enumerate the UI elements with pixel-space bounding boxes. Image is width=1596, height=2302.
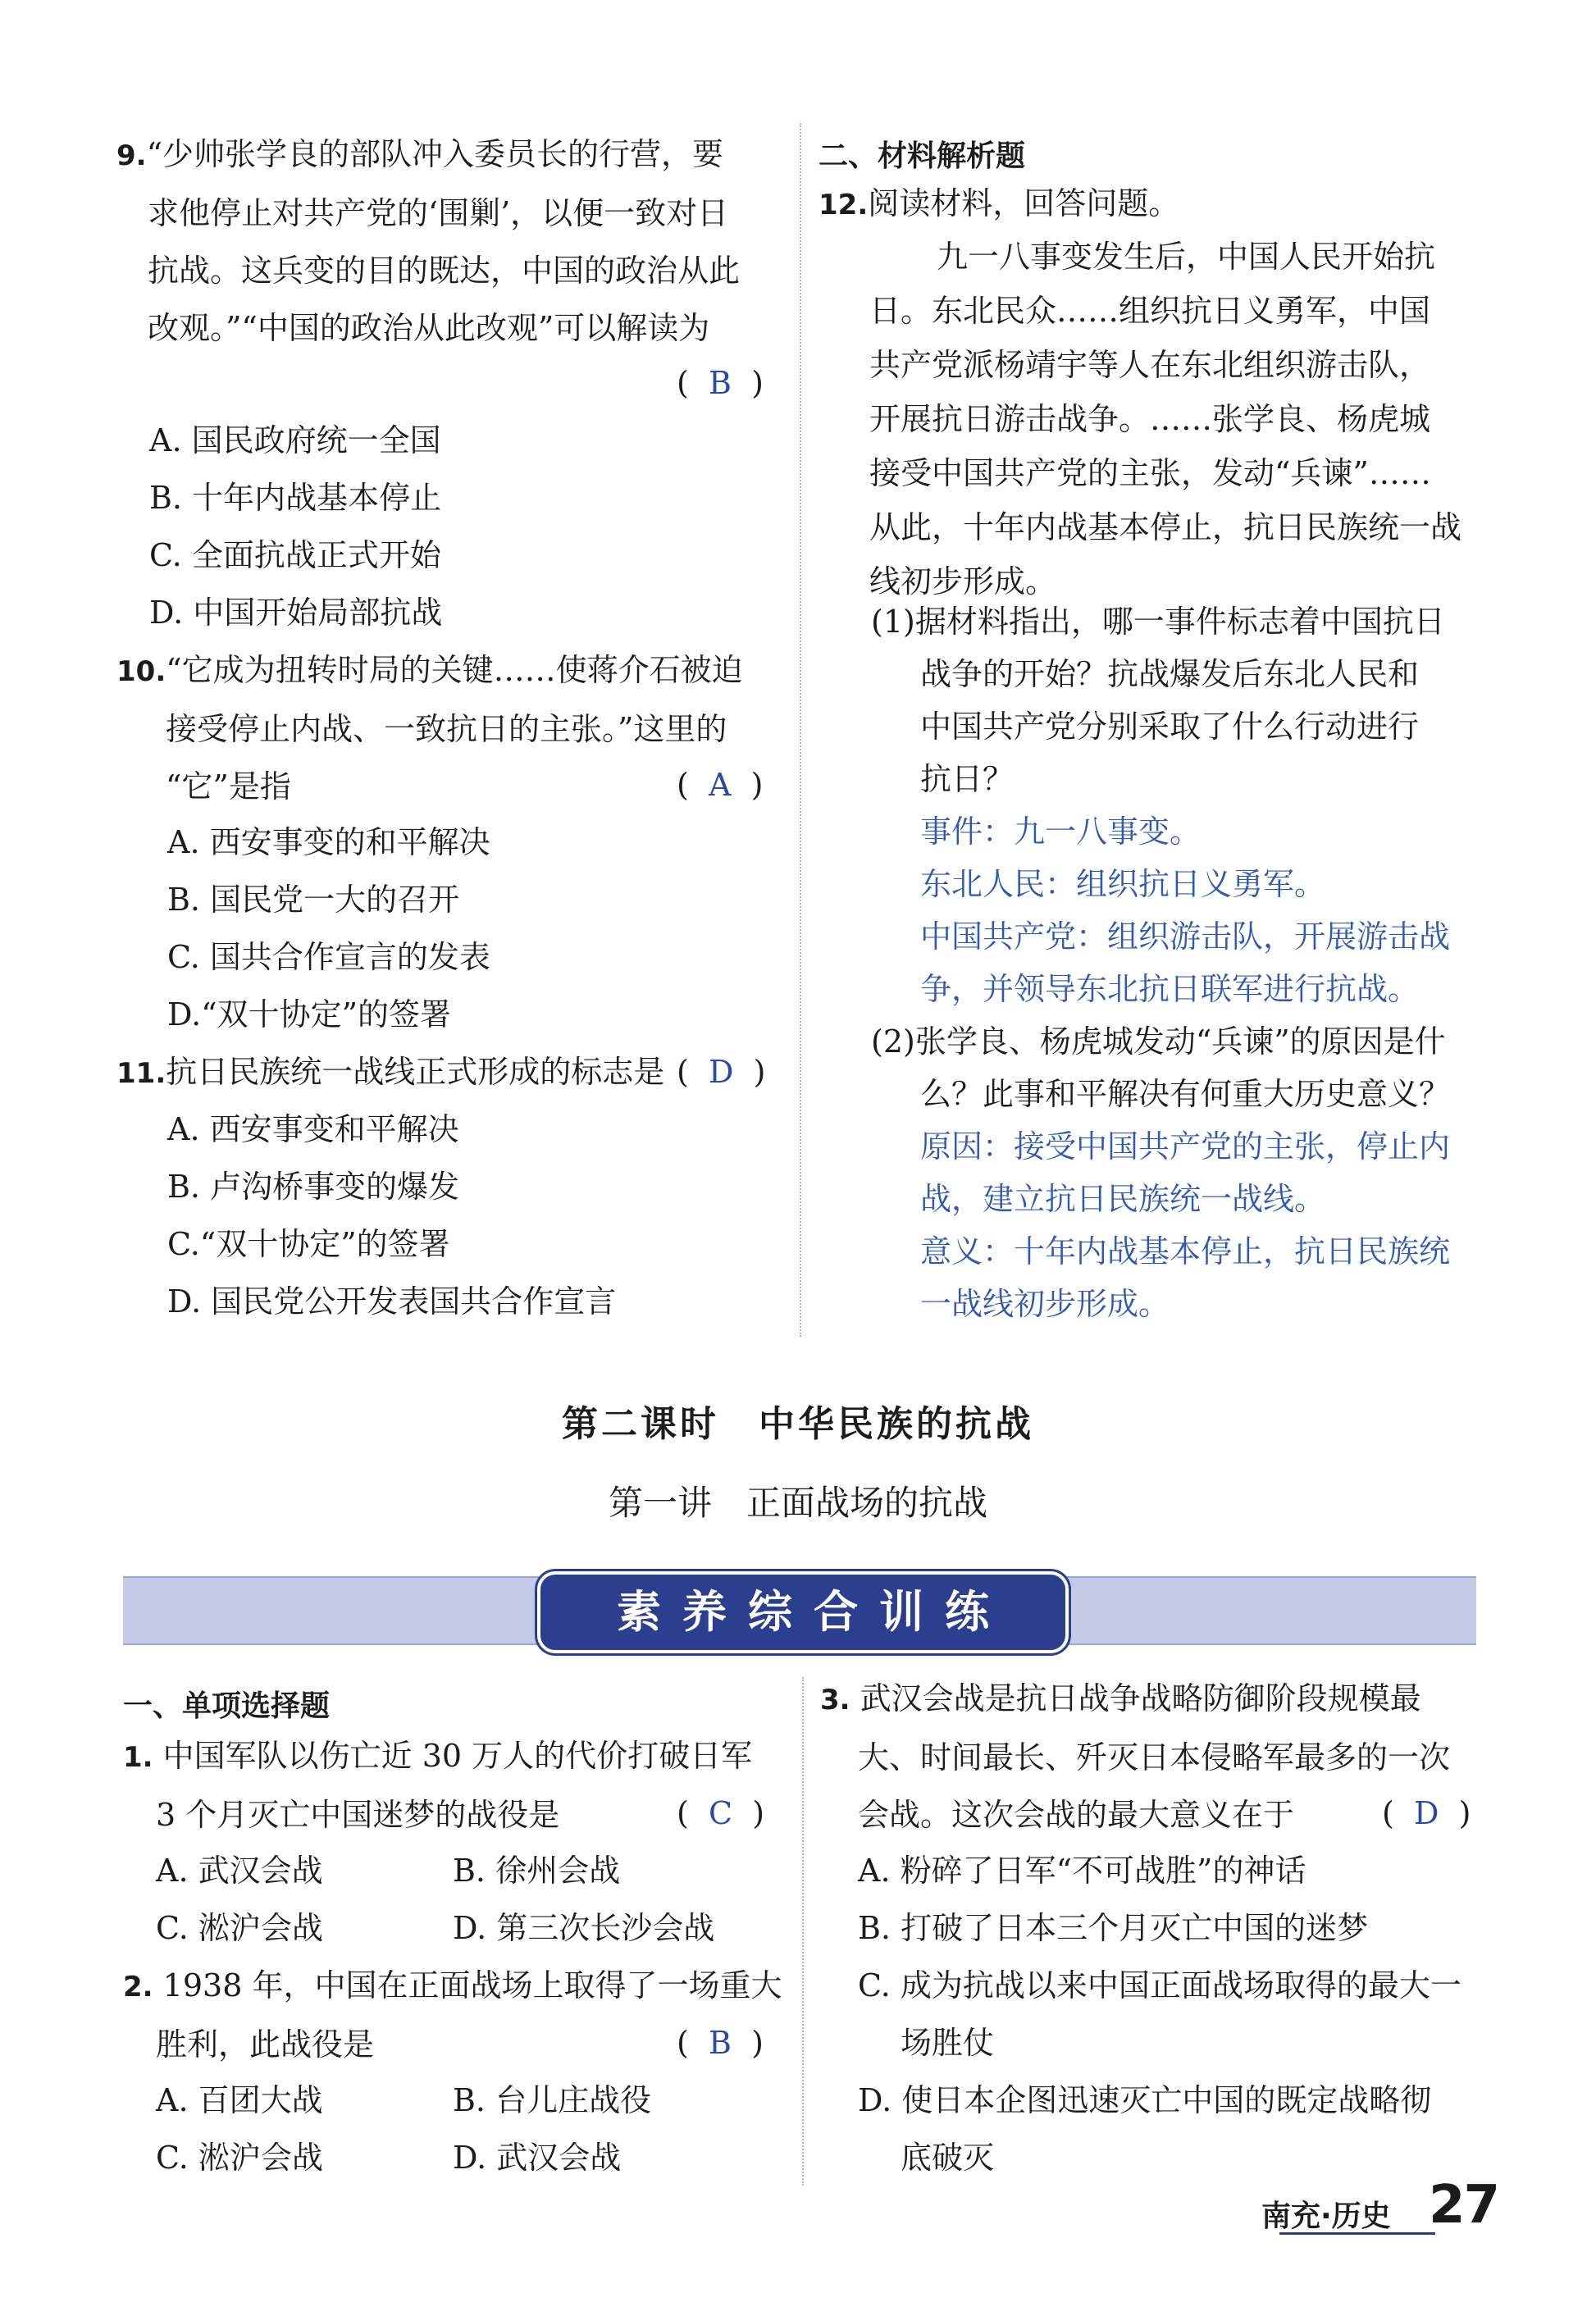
question-9 (116, 125, 781, 357)
column-divider-top (800, 123, 801, 1337)
question-text-line: 中国军队以伤亡近 30 万人的代价打破日军 (162, 1738, 753, 1774)
subquestion-line: 战争的开始？抗战爆发后东北人民和 (920, 656, 1420, 692)
section-heading-material: 二、材料解析题 (819, 139, 1026, 173)
question-3 (820, 1670, 1450, 1844)
option: D. 武汉会战 (453, 2140, 622, 2176)
question-text-line: 改观。”“中国的政治从此改观”可以解读为 (148, 310, 710, 346)
option: A. 粉碎了日军“不可战胜”的神话 (858, 1853, 1306, 1889)
question-number: 11. (116, 1057, 166, 1090)
subquestion-line: 抗日？ (920, 761, 1015, 797)
page-number: 27 (1429, 2175, 1499, 2236)
question-12 (819, 175, 1179, 234)
subquestion-line: (2)张学良、杨虎城发动“兵谏”的原因是什 (871, 1023, 1446, 1060)
option: B. 卢沟桥事变的爆发 (167, 1169, 460, 1205)
option: B. 十年内战基本停止 (149, 480, 442, 516)
answer-line: 东北人民：组织抗日义勇军。 (920, 866, 1326, 902)
footer-label: 南充·历史 (1261, 2199, 1391, 2233)
option: C. 淞沪会战 (156, 2140, 323, 2176)
question-text-line: 求他停止对共产党的‘围剿’，以便一致对日 (148, 195, 729, 231)
option: D. 第三次长沙会战 (453, 1910, 715, 1946)
answer-letter: D (1413, 1795, 1439, 1831)
question-11 (116, 1043, 664, 1102)
options-1 (156, 1842, 779, 1957)
option: D.“双十协定”的签署 (167, 996, 452, 1032)
question-text-line: 抗日民族统一战线正式形成的标志是 (166, 1054, 665, 1090)
question-text-line: “少帅张学良的部队冲入委员长的行营，要 (146, 136, 724, 172)
answer-parens-1: ( C ) (677, 1795, 765, 1831)
answer-letter: C (708, 1795, 733, 1831)
banner-text: 素养综合训练 (617, 1586, 1010, 1638)
option: C.“双十协定”的签署 (167, 1226, 450, 1262)
question-number: 3. (820, 1684, 850, 1716)
column-divider-bottom (802, 1677, 804, 2186)
answer-parens-10: ( A ) (677, 767, 764, 803)
question-text-line: 3 个月灭亡中国迷梦的战役是 (156, 1797, 560, 1833)
subquestion-line: (1)据材料指出，哪一事件标志着中国抗日 (871, 604, 1445, 640)
question-number: 9. (116, 139, 147, 172)
subquestion-line: 中国共产党分别采取了什么行动进行 (920, 709, 1420, 745)
banner-label (537, 1571, 1069, 1653)
answer-letter: B (708, 2025, 732, 2061)
question-text-line: “它成为扭转时局的关键……使蒋介石被迫 (166, 652, 743, 688)
lecture-title: 第一讲 正面战场的抗战 (608, 1483, 987, 1523)
question-number: 2. (123, 1971, 153, 2003)
subquestion-line: 么？此事和平解决有何重大历史意义？ (920, 1076, 1451, 1112)
option: 场胜仗 (901, 2025, 995, 2061)
option: B. 国民党一大的召开 (167, 882, 460, 918)
option: A. 国民政府统一全国 (149, 422, 441, 458)
question-text-line: 1938 年，中国在正面战场上取得了一场重大 (162, 1967, 782, 2003)
material-line: 共产党派杨靖宇等人在东北组织游击队， (869, 347, 1431, 383)
question-text-line: 会战。这次会战的最大意义在于 (858, 1797, 1295, 1833)
lesson-title: 第二课时 中华民族的抗战 (562, 1403, 1034, 1445)
section-heading-single-choice: 一、单项选择题 (123, 1689, 331, 1723)
question-1 (123, 1727, 752, 1844)
option: B. 台儿庄战役 (453, 2082, 652, 2118)
question-text-line: 接受停止内战、一致抗日的主张。”这里的 (166, 711, 727, 747)
option: C. 国共合作宣言的发表 (167, 939, 490, 975)
options-3 (858, 1842, 1461, 2186)
material-line: 从此，十年内战基本停止，抗日民族统一战 (869, 509, 1462, 545)
subquestion-1-answer (920, 805, 1450, 1015)
answer-parens-2: ( B ) (677, 2025, 764, 2061)
option: A. 百团大战 (156, 2082, 323, 2118)
question-number: 10. (116, 655, 166, 688)
option: A. 武汉会战 (156, 1853, 323, 1889)
answer-parens-9: ( B ) (677, 365, 764, 401)
option: A. 西安事变和平解决 (167, 1111, 459, 1147)
question-intro: 阅读材料，回答问题。 (868, 185, 1180, 221)
option: 底破灭 (901, 2140, 995, 2176)
answer-letter: D (708, 1054, 734, 1090)
answer-letter: B (708, 365, 732, 401)
answer-line: 原因：接受中国共产党的主张，停止内 (920, 1128, 1451, 1165)
question-text-line: 大、时间最长、歼灭日本侵略军最多的一次 (858, 1739, 1451, 1776)
option: D. 中国开始局部抗战 (149, 595, 443, 631)
material-line: 开展抗日游击战争。……张学良、杨虎城 (869, 401, 1431, 437)
answer-line: 战，建立抗日民族统一战线。 (920, 1181, 1326, 1217)
option: B. 徐州会战 (453, 1853, 621, 1889)
question-text-line: “它”是指 (166, 768, 291, 805)
material-text (869, 230, 1461, 609)
answer-line: 意义：十年内战基本停止，抗日民族统 (920, 1233, 1451, 1270)
material-line: 九一八事变发生后，中国人民开始抗 (937, 239, 1436, 275)
answer-line: 争，并领导东北抗日联军进行抗战。 (920, 971, 1420, 1007)
material-line: 日。东北民众……组织抗日义勇军，中国 (869, 293, 1431, 329)
answer-parens-11: ( D ) (677, 1054, 766, 1090)
question-text-line: 武汉会战是抗日战争战略防御阶段规模最 (860, 1680, 1421, 1716)
option: A. 西安事变的和平解决 (167, 824, 490, 860)
subquestion-2 (871, 1015, 1450, 1120)
option: C. 淞沪会战 (156, 1910, 323, 1946)
question-text-line: 抗战。这兵变的目的既达，中国的政治从此 (148, 253, 741, 289)
subquestion-2-answer (920, 1120, 1450, 1330)
options-11 (167, 1101, 616, 1330)
options-2 (156, 2072, 779, 2186)
option: D. 国民党公开发表国共合作宣言 (167, 1283, 617, 1320)
footer-underline (1279, 2232, 1435, 2235)
answer-line: 一战线初步形成。 (920, 1286, 1170, 1322)
answer-letter: A (708, 767, 732, 803)
answer-parens-3: ( D ) (1382, 1795, 1471, 1831)
option: D. 使日本企图迅速灭亡中国的既定战略彻 (858, 2082, 1432, 2118)
option: B. 打破了日本三个月灭亡中国的迷梦 (858, 1910, 1369, 1946)
question-number: 1. (123, 1741, 153, 1774)
question-text-line: 胜利，此战役是 (156, 2026, 375, 2063)
options-9 (149, 412, 442, 641)
question-number: 12. (819, 189, 869, 221)
options-10 (167, 814, 490, 1043)
material-line: 接受中国共产党的主张，发动“兵谏”…… (869, 455, 1431, 491)
option: C. 全面抗战正式开始 (149, 537, 441, 573)
answer-line: 中国共产党：组织游击队，开展游击战 (920, 919, 1451, 955)
option: C. 成为抗战以来中国正面战场取得的最大一 (858, 1967, 1461, 2003)
material-line: 线初步形成。 (869, 563, 1057, 599)
answer-line: 事件：九一八事变。 (920, 814, 1202, 850)
subquestion-1 (871, 595, 1445, 805)
